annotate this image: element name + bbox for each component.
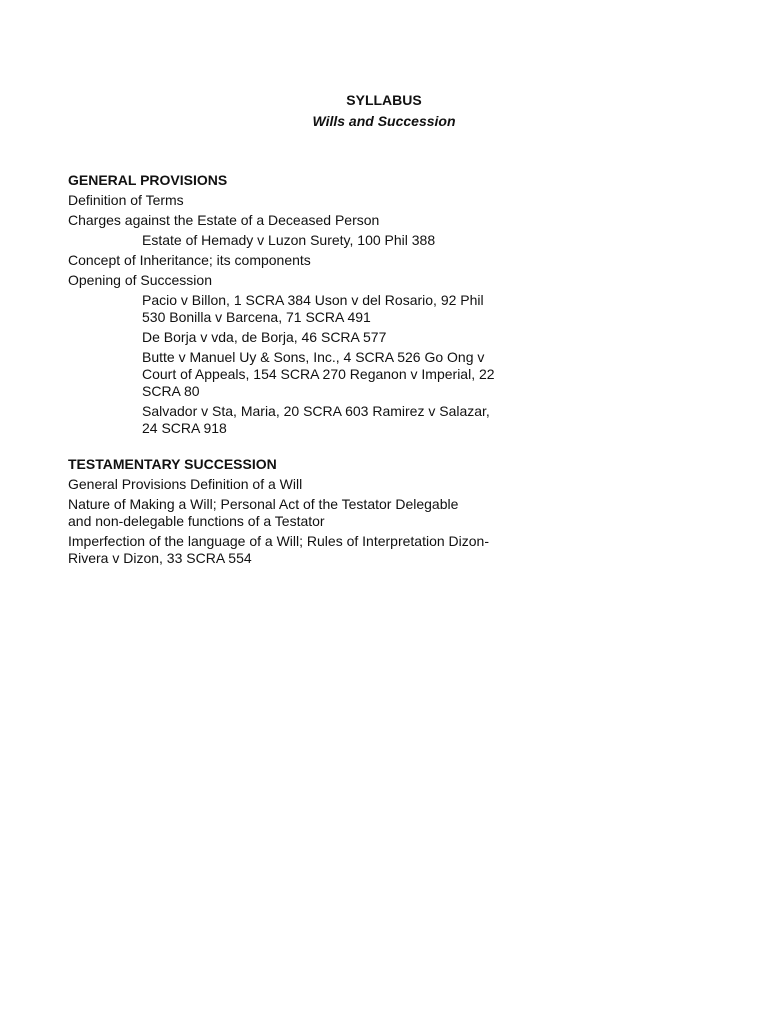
section-spacer xyxy=(68,440,538,456)
topic-definition-of-terms: Definition of Terms xyxy=(68,192,184,208)
topic-opening-of-succession: Opening of Succession xyxy=(68,272,212,288)
syllabus-content xyxy=(68,172,538,570)
topic-concept-of-inheritance: Concept of Inheritance; its components xyxy=(68,252,311,268)
general-provisions-section xyxy=(68,172,538,437)
document-title: SYLLABUS xyxy=(346,92,422,108)
case-citation: Pacio v Billon, 1 SCRA 384 Uson v del Rosario, 92 Phil 530 Bonilla v Barcena, 71 SCRA 491 xyxy=(142,292,484,325)
testamentary-succession-section xyxy=(68,456,538,567)
topic-nature-of-making-will: Nature of Making a Will; Personal Act of the Testator Delegable and non-delegable functions of a Testator xyxy=(68,496,459,529)
document-subtitle: Wills and Succession xyxy=(312,113,456,129)
case-citation: Salvador v Sta, Maria, 20 SCRA 603 Ramirez v Salazar, 24 SCRA 918 xyxy=(142,403,490,436)
case-citation: Estate of Hemady v Luzon Surety, 100 Phil 388 xyxy=(142,232,436,248)
section-heading-testamentary-succession: TESTAMENTARY SUCCESSION xyxy=(68,456,277,472)
topic-charges-against-estate: Charges against the Estate of a Deceased Person xyxy=(68,212,380,228)
topic-general-provisions-will: General Provisions Definition of a Will xyxy=(68,476,303,492)
section-heading-general-provisions: GENERAL PROVISIONS xyxy=(68,172,228,188)
case-citation: De Borja v vda, de Borja, 46 SCRA 577 xyxy=(142,329,387,345)
topic-imperfection-of-language: Imperfection of the language of a Will; Rules of Interpretation Dizon-Rivera v Dizon, 33 SCRA 554 xyxy=(68,533,489,566)
case-citation: Butte v Manuel Uy & Sons, Inc., 4 SCRA 526 Go Ong v Court of Appeals, 154 SCRA 270 Reganon v Imperial, 22 SCRA 80 xyxy=(142,349,495,399)
